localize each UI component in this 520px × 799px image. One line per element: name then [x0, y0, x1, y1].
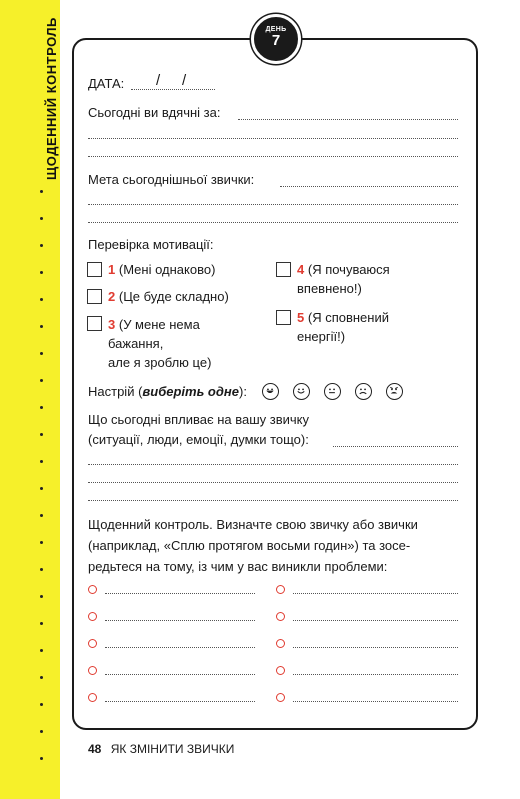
- checklist-line[interactable]: [293, 647, 458, 648]
- motivation-checkbox-1[interactable]: [87, 262, 102, 277]
- day-badge: [251, 14, 301, 64]
- side-dot: [40, 487, 43, 490]
- grateful-line-1[interactable]: [238, 119, 458, 120]
- happy-face-icon[interactable]: [293, 383, 310, 400]
- checklist-circle[interactable]: [276, 612, 285, 621]
- side-dot: [40, 298, 43, 301]
- very-sad-face-icon[interactable]: [386, 383, 403, 400]
- grateful-line-3[interactable]: [88, 156, 458, 157]
- side-dot: [40, 271, 43, 274]
- day-number: 7: [271, 32, 281, 49]
- side-dot: [40, 541, 43, 544]
- side-title: ЩОДЕННИЙ КОНТРОЛЬ: [44, 17, 59, 180]
- checklist-line[interactable]: [105, 593, 255, 594]
- influence-line-a[interactable]: [333, 446, 458, 447]
- checklist-line[interactable]: [293, 701, 458, 702]
- checklist-circle[interactable]: [88, 585, 97, 594]
- influence-line-d[interactable]: [88, 500, 458, 501]
- motivation-checkbox-3[interactable]: [87, 316, 102, 331]
- checklist-circle[interactable]: [276, 639, 285, 648]
- checklist-circle[interactable]: [276, 693, 285, 702]
- book-title: ЯК ЗМІНИТИ ЗВИЧКИ: [110, 742, 235, 756]
- motivation-checkbox-4[interactable]: [276, 262, 291, 277]
- goal-line-3[interactable]: [88, 222, 458, 223]
- goal-line-1[interactable]: [280, 186, 458, 187]
- day-label: ДЕНЬ: [265, 26, 287, 33]
- checklist-line[interactable]: [293, 674, 458, 675]
- date-field[interactable]: [131, 89, 215, 90]
- side-dot: [40, 676, 43, 679]
- page-number: 48: [88, 742, 102, 756]
- side-dot: [40, 433, 43, 436]
- checklist-circle[interactable]: [88, 666, 97, 675]
- influence-line-2: (ситуації, люди, емоції, думки тощо):: [88, 432, 309, 447]
- very-happy-face-icon[interactable]: [262, 383, 279, 400]
- checklist-circle[interactable]: [88, 693, 97, 702]
- daily-line-1: Щоденний контроль. Визначте свою звичку або звички: [88, 517, 418, 532]
- date-label: ДАТА:: [88, 76, 125, 91]
- checklist-line[interactable]: [293, 593, 458, 594]
- checklist-line[interactable]: [105, 701, 255, 702]
- daily-line-3: редьтеся на тому, із чим у вас виникли проблеми:: [88, 559, 388, 574]
- checklist-circle[interactable]: [88, 639, 97, 648]
- side-dot: [40, 757, 43, 760]
- motivation-option-3: 3 (У мене нема бажання, але я зроблю це): [108, 317, 212, 370]
- checklist-circle[interactable]: [88, 612, 97, 621]
- side-dot: [40, 622, 43, 625]
- motivation-option-4: 4 (Я почуваюся впевнено!): [297, 262, 390, 296]
- influence-line-c[interactable]: [88, 482, 458, 483]
- side-dot: [40, 514, 43, 517]
- checklist-circle[interactable]: [276, 666, 285, 675]
- checklist-circle[interactable]: [276, 585, 285, 594]
- side-dot: [40, 406, 43, 409]
- checklist-line[interactable]: [105, 647, 255, 648]
- motivation-option-2: 2 (Це буде складно): [108, 289, 229, 304]
- date-sep-1: /: [156, 72, 161, 89]
- side-strip: [0, 0, 60, 799]
- page-footer: [88, 742, 234, 756]
- motivation-option-1: 1 (Мені однаково): [108, 262, 216, 277]
- influence-line-b[interactable]: [88, 464, 458, 465]
- side-dot: [40, 190, 43, 193]
- grateful-label: Сьогодні ви вдячні за:: [88, 105, 221, 120]
- sad-face-icon[interactable]: [355, 383, 372, 400]
- motivation-label: Перевірка мотивації:: [88, 237, 214, 252]
- checklist-line[interactable]: [105, 674, 255, 675]
- side-dot: [40, 595, 43, 598]
- date-sep-2: /: [182, 72, 187, 89]
- side-dot: [40, 325, 43, 328]
- checklist-line[interactable]: [293, 620, 458, 621]
- grateful-line-2[interactable]: [88, 138, 458, 139]
- side-dot: [40, 649, 43, 652]
- side-dot: [40, 352, 43, 355]
- goal-label: Мета сьогоднішньої звички:: [88, 172, 255, 187]
- side-dot: [40, 568, 43, 571]
- goal-line-2[interactable]: [88, 204, 458, 205]
- influence-line-1: Що сьогодні впливає на вашу звичку: [88, 412, 310, 427]
- side-dot: [40, 217, 43, 220]
- side-dot: [40, 244, 43, 247]
- side-dot: [40, 460, 43, 463]
- mood-label: Настрій (виберіть одне):: [88, 384, 247, 399]
- side-dot: [40, 379, 43, 382]
- daily-line-2: (наприклад, «Сплю протягом восьми годин») та зосе-: [88, 538, 411, 553]
- motivation-checkbox-5[interactable]: [276, 310, 291, 325]
- checklist-line[interactable]: [105, 620, 255, 621]
- side-dot: [40, 730, 43, 733]
- side-dot: [40, 703, 43, 706]
- motivation-option-5: 5 (Я сповнений енергії!): [297, 310, 389, 344]
- motivation-checkbox-2[interactable]: [87, 289, 102, 304]
- neutral-face-icon[interactable]: [324, 383, 341, 400]
